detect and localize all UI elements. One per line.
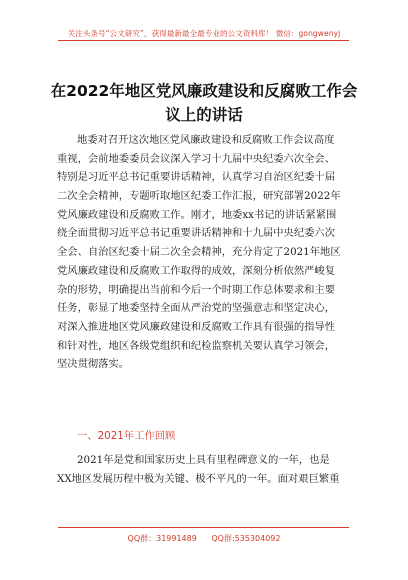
paragraph-line: 党风廉政建设和反腐败工作。刚才，地委xx书记的讲话紧紧围 [57, 208, 337, 221]
paragraph-line: 特别是习近平总书记重要讲话精神，认真学习自治区纪委十届 [57, 171, 336, 184]
paragraph-line: 和针对性，地区各级党组织和纪检监察机关要认真学习领会， [57, 339, 336, 352]
title-line-1: 在2022年地区党风廉政建设和反腐败工作会 [50, 82, 358, 100]
footer-divider [58, 527, 349, 528]
paragraph-line: 任务，彰显了地委坚持全面从严治党的坚强意志和坚定决心， [57, 302, 336, 315]
paragraph-line: 对深入推进地区党风廉政建设和反腐败工作具有很强的指导性 [57, 320, 336, 333]
title-line-2: 议上的讲话 [165, 106, 243, 124]
footer-qq-group-2: QQ群:535304092 [211, 534, 281, 543]
section-heading: 一、2021年工作回顾 [77, 430, 176, 442]
paragraph-line: XX地区发展历程中极为关键、极不平凡的一年。面对艰巨繁重 [57, 472, 340, 485]
footer-banner [0, 533, 408, 544]
footer-qq-group-1: QQ群：31991489 [127, 534, 197, 543]
paragraph-line: 坚决贯彻落实。 [57, 358, 130, 371]
header-banner: 关注头条号“公文研究”，获得最新最全最专业的公文资料库！ 微信：gongwenyj [67, 29, 341, 38]
paragraph-line: 绕全面贯彻习近平总书记重要讲话精神和十九届中央纪委六次 [57, 227, 336, 240]
paragraph-line: 地委对召开这次地区党风廉政建设和反腐败工作会议高度 [77, 134, 335, 146]
paragraph-line: 二次全会精神，专题听取地区纪委工作汇报，研究部署2022年 [57, 190, 341, 203]
paragraph-line: 杂的形势，明确提出当前和今后一个时期工作总体要求和主要 [57, 283, 336, 296]
paragraph-line: 2021年是党和国家历史上具有里程碑意义的一年，也是 [77, 454, 330, 466]
paragraph-2 [57, 451, 350, 488]
paragraph-1 [57, 131, 350, 374]
paragraph-line: 党风廉政建设和反腐败工作取得的成效，深刻分析依然严峻复 [57, 264, 336, 277]
paragraph-line: 重视，会前地委委员会议深入学习十九届中央纪委六次全会、 [57, 152, 336, 165]
header-divider [58, 40, 349, 41]
paragraph-line: 全会、自治区纪委十届二次全会精神，充分肯定了2021年地区 [57, 246, 341, 259]
document-title [44, 79, 364, 127]
